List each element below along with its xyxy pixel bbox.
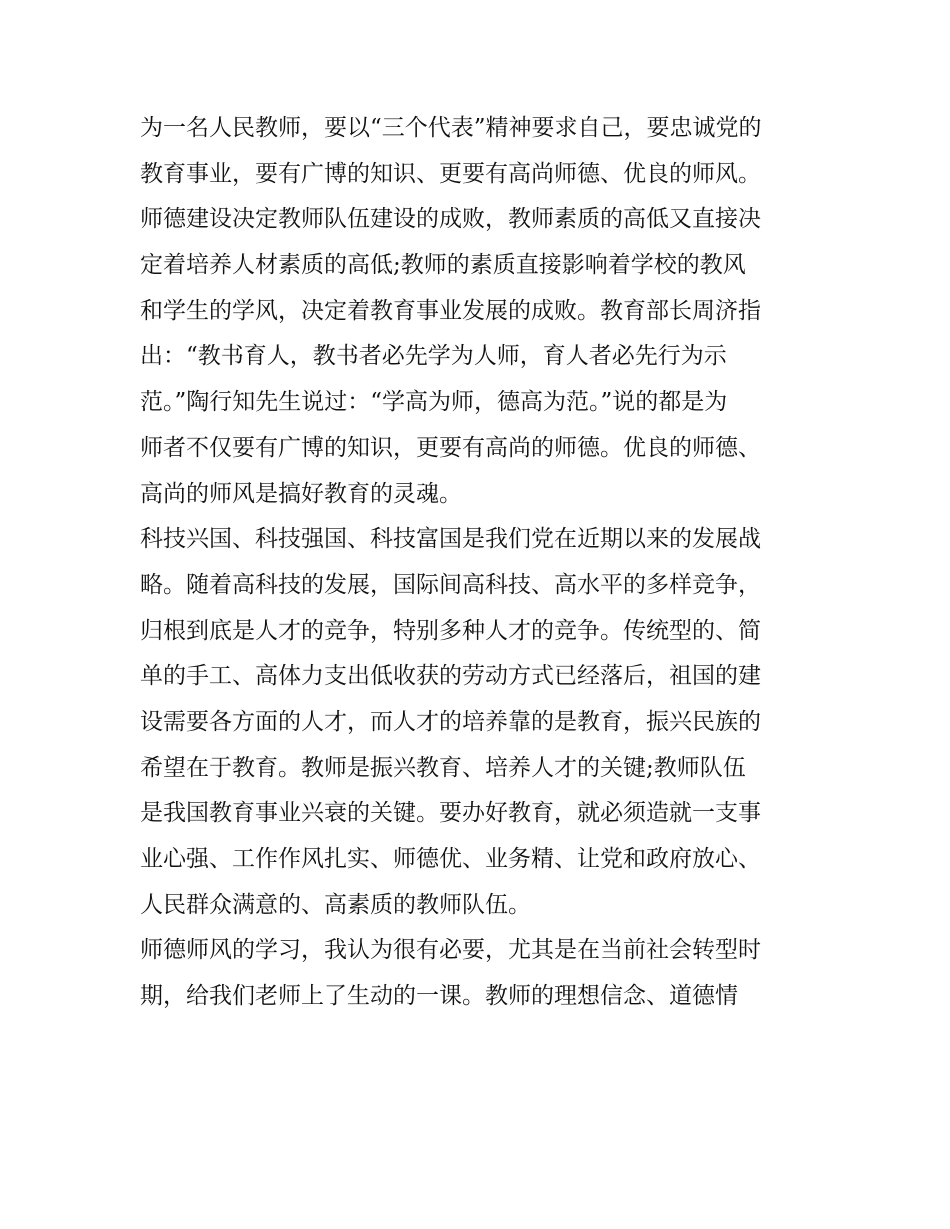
text-line: 期，给我们老师上了生动的一课。教师的理想信念、道德情 (140, 983, 738, 1010)
text-line: 人民群众满意的、高素质的教师队伍。 (140, 891, 531, 918)
text-line: 科技兴国、科技强国、科技富国是我们党在近期以来的发展战 (140, 526, 761, 553)
body-text (140, 106, 820, 1020)
text-line: 设需要各方面的人才，而人才的培养靠的是教育，振兴民族的 (140, 708, 761, 735)
text-line: 定着培养人材素质的高低;教师的素质直接影响着学校的教风 (140, 252, 746, 279)
text-line: 范。”陶行知先生说过：“学高为师，德高为范。”说的都是为 (140, 389, 728, 416)
text-line: 高尚的师风是搞好教育的灵魂。 (140, 480, 462, 507)
text-line: 为一名人民教师，要以“三个代表”精神要求自己，要忠诚党的 (140, 115, 762, 141)
text-line: 单的手工、高体力支出低收获的劳动方式已经落后，祖国的建 (140, 663, 761, 690)
text-line: 师者不仅要有广博的知识，更要有高尚的师德。优良的师德、 (140, 434, 761, 461)
text-line: 和学生的学风，决定着教育事业发展的成败。教育部长周济指 (140, 297, 761, 324)
text-line: 略。随着高科技的发展，国际间高科技、高水平的多样竞争， (140, 571, 761, 598)
text-line: 师德建设决定教师队伍建设的成败，教师素质的高低又直接决 (140, 206, 761, 233)
text-line: 归根到底是人才的竞争，特别多种人才的竞争。传统型的、简 (140, 617, 761, 644)
text-line: 师德师风的学习，我认为很有必要，尤其是在当前社会转型时 (140, 937, 761, 964)
text-line: 业心强、工作作风扎实、师德优、业务精、让党和政府放心、 (140, 846, 761, 872)
text-line: 出：“教书育人，教书者必先学为人师，育人者必先行为示 (140, 343, 727, 370)
text-line: 是我国教育事业兴衰的关键。要办好教育，就必须造就一支事 (140, 800, 761, 827)
text-line: 教育事业，要有广博的知识、更要有高尚师德、优良的师风。 (140, 160, 761, 187)
text-line: 希望在于教育。教师是振兴教育、培养人才的关键;教师队伍 (140, 754, 746, 781)
